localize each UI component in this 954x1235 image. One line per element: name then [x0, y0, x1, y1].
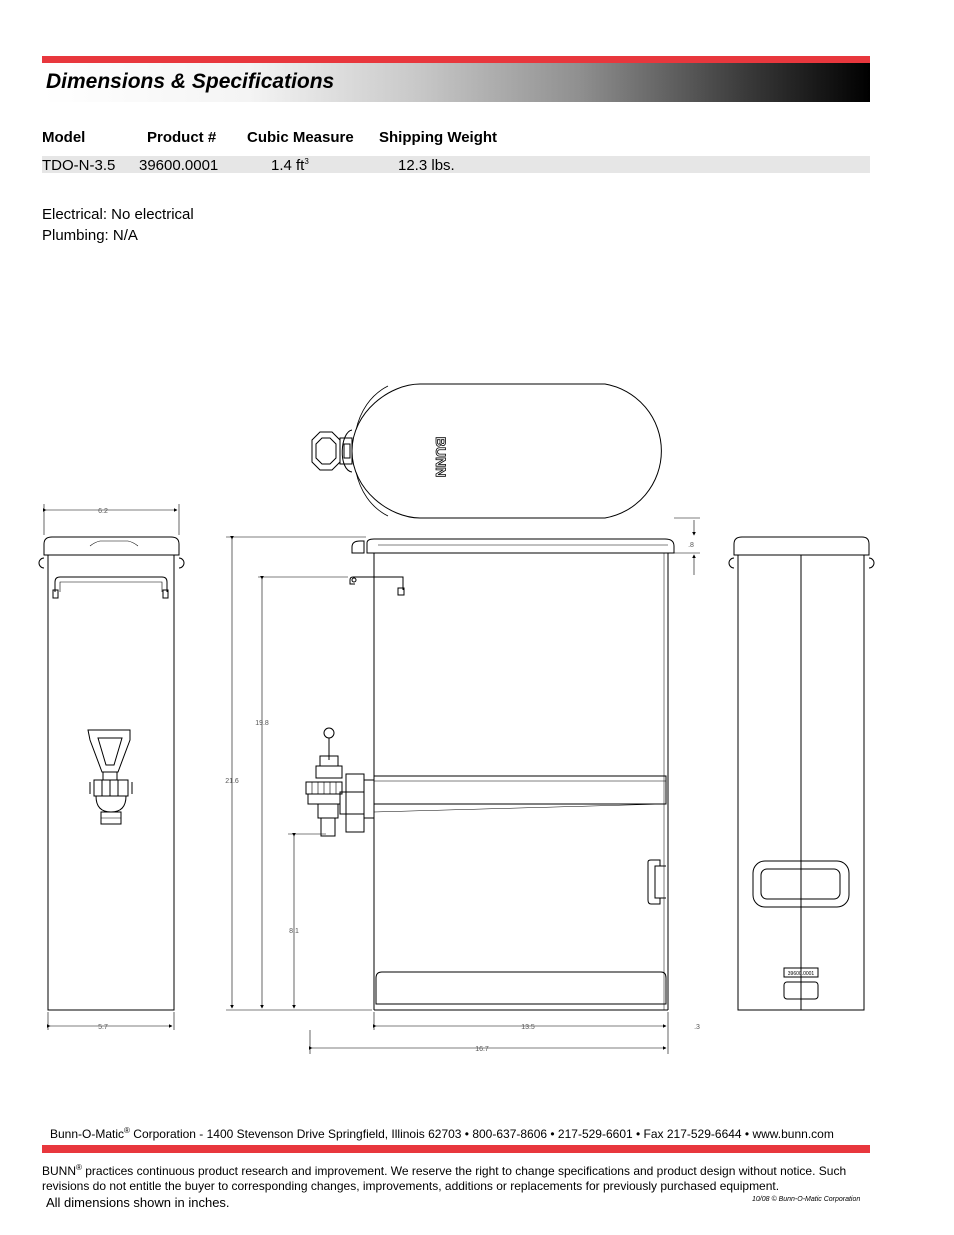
- copyright: 10/08 © Bunn-O-Matic Corporation: [752, 1196, 861, 1203]
- col-cubic: Cubic Measure: [247, 129, 354, 146]
- cubic-value: 1.4 ft: [271, 157, 305, 174]
- disclaimer-text: practices continuous product research and improvement. We reserve the right to change specifications and product design without notice. Such revisions do not entitle the buyer to corresponding changes, improvements, additions or replacements for previously purchased equipment.: [42, 1164, 847, 1193]
- cubic-exponent: 3: [304, 157, 309, 166]
- brand-registered-mark: ®: [76, 1163, 82, 1172]
- rear-view: [729, 537, 874, 1010]
- dim-base-depth: 13.5: [521, 1024, 535, 1031]
- disclaimer: [42, 1160, 882, 1194]
- plumbing-info: Plumbing: N/A: [42, 227, 138, 244]
- bunn-logo: BUNN: [433, 436, 449, 478]
- dim-faucet-clearance: 8.1: [289, 928, 299, 935]
- electrical-info: Electrical: No electrical: [42, 206, 194, 223]
- col-model: Model: [42, 129, 86, 146]
- dim-faucet-height: 19.8: [255, 720, 269, 727]
- address-text: Corporation - 1400 Stevenson Drive Springfield, Illinois 62703 • 800-637-8606 • 217-529-6601 • Fax 217-529-6644 • www.bunn.com: [129, 1127, 834, 1141]
- side-view: [306, 539, 674, 1010]
- company-name: Bunn-O-Matic: [50, 1127, 125, 1141]
- registered-mark: ®: [124, 1126, 130, 1135]
- dim-overall-height: 21.6: [225, 778, 239, 785]
- cell-product: 39600.0001: [139, 157, 219, 174]
- cell-weight: 12.3 lbs.: [398, 157, 455, 174]
- dim-lid-height: .8: [688, 542, 694, 549]
- brand-name: BUNN: [42, 1164, 77, 1178]
- top-view: [312, 384, 661, 518]
- bottom-red-bar: [42, 1145, 870, 1153]
- col-product: Product #: [147, 129, 217, 146]
- units-note: All dimensions shown in inches.: [46, 1195, 230, 1210]
- front-view: [39, 537, 184, 1010]
- cell-model: TDO-N-3.5: [42, 157, 116, 174]
- company-address: [50, 1126, 834, 1141]
- col-weight: Shipping Weight: [379, 129, 498, 146]
- dim-front-top-width: 6.2: [98, 508, 108, 515]
- dim-overall-depth: 16.7: [475, 1046, 489, 1053]
- serial-label: 39600.0001: [787, 971, 815, 977]
- dim-base-offset: .3: [694, 1024, 700, 1031]
- page-title: Dimensions & Specifications: [46, 70, 335, 93]
- dim-front-bottom-width: 5.7: [98, 1024, 108, 1031]
